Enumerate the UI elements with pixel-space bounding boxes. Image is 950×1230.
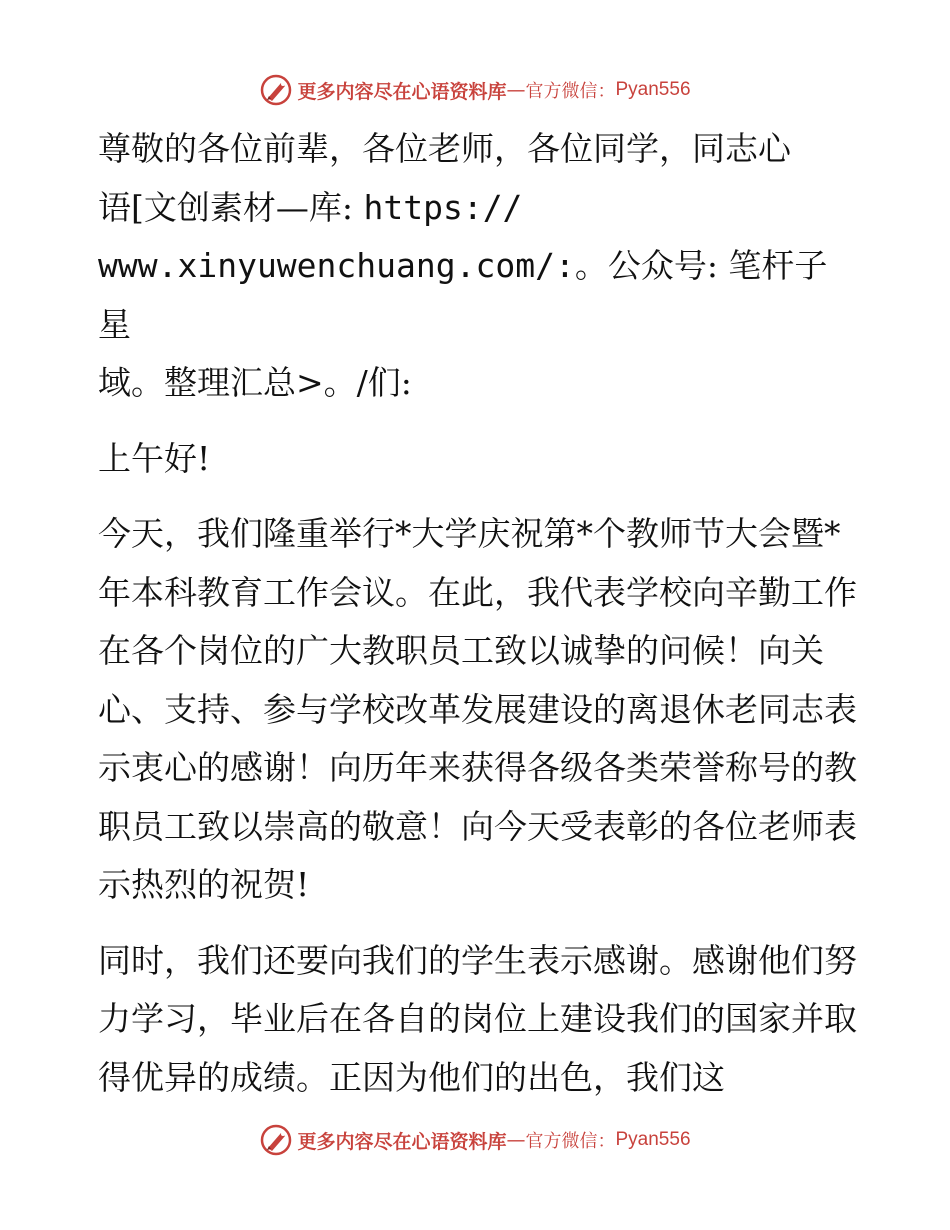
footer-separator: —: [506, 1129, 526, 1151]
greeting-paragraph: [98, 120, 858, 413]
greeting-line-1: 尊敬的各位前辈，各位老师，各位同学，同志心: [98, 129, 791, 168]
students-thanks-paragraph: 同时，我们还要向我们的学生表示感谢。感谢他们努力学习，毕业后在各自的岗位上建设我们的国家并取得优异的成绩。正因为他们的出色，我们这: [98, 940, 857, 1097]
pen-logo-icon: [259, 1123, 293, 1157]
teachers-day-paragraph: 今天，我们隆重举行*大学庆祝第*个教师节大会暨*年本科教育工作会议。在此，我代表学校向辛勤工作在各个岗位的广大教职员工致以诚挚的问候！向关心、支持、参与学校改革发展建设的离退休老同志表示衷心的感谢！向历年来获得各级各类荣誉称号的教职员工致以崇高的敬意！向今天受表彰的各位老师表示热烈的祝贺!: [98, 514, 857, 904]
greeting-line-2-text: 语[文创素材—库:: [98, 187, 364, 227]
greeting-line-2-url: https://: [363, 187, 523, 227]
header-banner: [0, 70, 950, 110]
greeting-line-4: 域。整理汇总>。/们:: [98, 363, 412, 402]
document-body: [98, 120, 858, 1124]
greeting-line-3-text: 。公众号: 笔杆子星: [98, 246, 828, 344]
header-brand-text: 更多内容尽在心语资料库: [297, 80, 507, 103]
header-wechat-label: 官方微信：: [525, 81, 616, 102]
morning-paragraph: 上午好!: [98, 438, 211, 478]
header-wechat-id: Pyan556: [615, 79, 691, 100]
header-separator: —: [506, 79, 526, 101]
pen-logo-icon: [259, 73, 293, 107]
footer-wechat-label: 官方微信：: [525, 1131, 616, 1152]
footer-brand-text: 更多内容尽在心语资料库: [297, 1130, 507, 1153]
footer-banner: [0, 1120, 950, 1160]
footer-wechat-id: Pyan556: [615, 1129, 691, 1150]
greeting-line-3-url: www.xinyuwenchuang.com/:: [98, 246, 575, 285]
